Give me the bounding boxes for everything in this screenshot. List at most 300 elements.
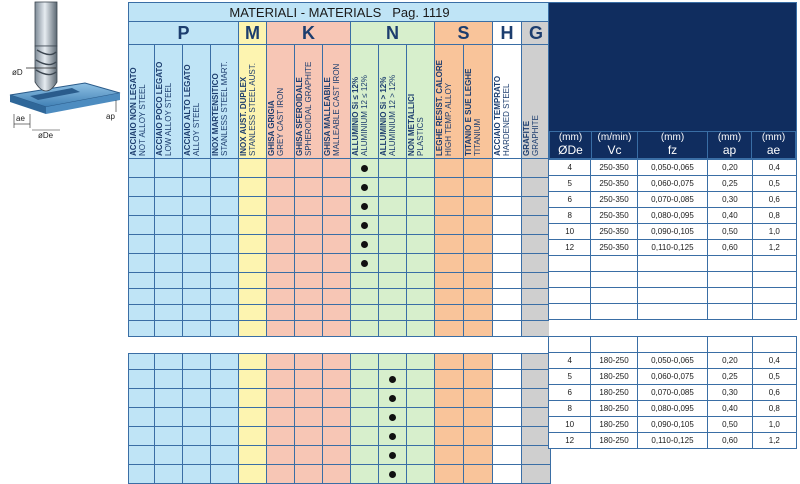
material-cell xyxy=(323,465,351,484)
material-cell xyxy=(351,408,379,427)
material-cell xyxy=(183,408,211,427)
material-cell xyxy=(351,159,379,178)
material-cell xyxy=(129,178,155,197)
material-cell xyxy=(183,289,211,305)
param-fz: 0,080-0,095 xyxy=(637,208,708,224)
param-dia: 8 xyxy=(549,401,591,417)
param-fz xyxy=(637,288,708,304)
param-dia: 12 xyxy=(549,433,591,449)
material-cell xyxy=(493,159,522,178)
material-cell xyxy=(464,178,493,197)
param-ae: 0,6 xyxy=(752,385,796,401)
material-name-it: INOX AUST. DUPLEX xyxy=(239,76,248,156)
material-name-en: PLASTICS xyxy=(416,117,425,156)
material-row xyxy=(129,216,551,235)
material-cell xyxy=(267,427,295,446)
material-row xyxy=(129,235,551,254)
material-cell xyxy=(155,389,183,408)
material-cell xyxy=(351,197,379,216)
material-cell xyxy=(239,305,267,321)
material-cell xyxy=(183,273,211,289)
material-cell xyxy=(239,354,267,370)
material-cell xyxy=(239,321,267,337)
material-cell xyxy=(493,178,522,197)
param-ae: 0,6 xyxy=(752,192,796,208)
material-cell xyxy=(435,370,464,389)
material-cell xyxy=(183,321,211,337)
param-ap: 0,40 xyxy=(708,208,752,224)
material-cell xyxy=(464,370,493,389)
material-cell xyxy=(211,321,239,337)
param-fz: 0,070-0,085 xyxy=(637,385,708,401)
material-cell xyxy=(267,216,295,235)
material-cell xyxy=(464,159,493,178)
material-name-en: NOT ALLOY STEEL xyxy=(138,84,147,156)
material-cell xyxy=(183,216,211,235)
param-ae: 0,8 xyxy=(752,208,796,224)
material-cell xyxy=(464,254,493,273)
material-cell xyxy=(522,427,551,446)
material-cell xyxy=(435,354,464,370)
material-cell xyxy=(464,465,493,484)
material-header-11 xyxy=(435,45,464,159)
material-cell xyxy=(351,465,379,484)
material-name-en: SPHEROIDAL GRAPHITE xyxy=(304,61,313,156)
param-ae: 1,2 xyxy=(752,433,796,449)
material-cell xyxy=(464,273,493,289)
material-cell xyxy=(129,273,155,289)
material-cell xyxy=(435,197,464,216)
material-cell xyxy=(407,354,435,370)
material-cell xyxy=(379,235,407,254)
group-k: K xyxy=(267,22,351,45)
section-separator xyxy=(549,320,797,337)
material-cell xyxy=(267,446,295,465)
material-cell xyxy=(407,178,435,197)
material-cell xyxy=(522,389,551,408)
material-cell xyxy=(211,446,239,465)
header-ap: (mm) ap xyxy=(708,132,752,159)
material-cell xyxy=(351,305,379,321)
header-ae: (mm) ae xyxy=(752,132,796,159)
material-cell xyxy=(379,197,407,216)
param-dia: 12 xyxy=(549,240,591,256)
material-cell xyxy=(129,159,155,178)
material-cell xyxy=(211,159,239,178)
material-cell xyxy=(267,197,295,216)
material-cell xyxy=(183,370,211,389)
material-row xyxy=(129,305,551,321)
end-mill-diagram xyxy=(0,0,128,140)
material-cell xyxy=(267,178,295,197)
material-name-en: ALUMINIUM 12 ≤ 12% xyxy=(360,75,369,156)
material-header-0 xyxy=(129,45,155,159)
material-cell xyxy=(155,216,183,235)
material-header-8 xyxy=(351,45,379,159)
applicable-dot xyxy=(361,260,368,267)
param-ae xyxy=(752,272,796,288)
material-row xyxy=(129,370,551,389)
ap-label: ap xyxy=(106,112,115,121)
material-cell xyxy=(435,254,464,273)
material-cell xyxy=(493,289,522,305)
param-ae: 0,4 xyxy=(752,353,796,369)
param-ap: 0,20 xyxy=(708,353,752,369)
material-cell xyxy=(493,465,522,484)
param-vc xyxy=(591,272,637,288)
material-cell xyxy=(407,370,435,389)
material-cell xyxy=(379,321,407,337)
parameter-row xyxy=(549,417,797,433)
material-cell xyxy=(407,305,435,321)
material-cell xyxy=(129,216,155,235)
material-cell xyxy=(183,159,211,178)
section-separator xyxy=(129,337,551,354)
material-cell xyxy=(407,427,435,446)
material-cell xyxy=(183,465,211,484)
material-row xyxy=(129,289,551,305)
material-cell xyxy=(211,370,239,389)
material-header-1 xyxy=(155,45,183,159)
material-cell xyxy=(295,289,323,305)
material-cell xyxy=(435,178,464,197)
material-cell xyxy=(493,235,522,254)
material-cell xyxy=(435,305,464,321)
param-vc: 250-350 xyxy=(591,176,637,192)
material-cell xyxy=(183,178,211,197)
material-cell xyxy=(155,178,183,197)
material-cell xyxy=(407,321,435,337)
material-cell xyxy=(323,446,351,465)
de-label: øDe xyxy=(38,131,54,140)
material-name-it: ACCIAIO TEMPRATO xyxy=(493,75,502,156)
material-cell xyxy=(211,408,239,427)
material-name-it: GHISA SFEROIDALE xyxy=(295,77,304,156)
material-cell xyxy=(323,197,351,216)
material-cell xyxy=(211,216,239,235)
material-cell xyxy=(323,389,351,408)
material-cell xyxy=(493,197,522,216)
material-cell xyxy=(155,159,183,178)
material-cell xyxy=(155,465,183,484)
parameter-row xyxy=(549,288,797,304)
material-cell xyxy=(493,354,522,370)
group-p: P xyxy=(129,22,239,45)
material-cell xyxy=(379,446,407,465)
material-name-en: ALLOY STEEL xyxy=(192,102,201,156)
material-cell xyxy=(407,289,435,305)
param-ae: 0,4 xyxy=(752,160,796,176)
material-cell xyxy=(267,235,295,254)
material-cell xyxy=(239,408,267,427)
material-cell xyxy=(211,178,239,197)
parameter-row xyxy=(549,224,797,240)
material-cell xyxy=(522,446,551,465)
material-cell xyxy=(522,289,551,305)
material-cell xyxy=(493,305,522,321)
material-header-14 xyxy=(522,45,551,159)
header-vc: (m/min) Vc xyxy=(592,132,638,159)
material-cell xyxy=(351,235,379,254)
param-dia: 6 xyxy=(549,385,591,401)
material-cell xyxy=(239,216,267,235)
material-row xyxy=(129,321,551,337)
material-cell xyxy=(435,446,464,465)
material-cell xyxy=(129,254,155,273)
parameter-row xyxy=(549,433,797,449)
material-cell xyxy=(323,178,351,197)
param-fz: 0,080-0,095 xyxy=(637,401,708,417)
param-ae: 0,8 xyxy=(752,401,796,417)
param-dia: 8 xyxy=(549,208,591,224)
material-cell xyxy=(155,321,183,337)
material-cell xyxy=(211,254,239,273)
param-ap xyxy=(708,272,752,288)
param-fz: 0,060-0,075 xyxy=(637,176,708,192)
material-cell xyxy=(351,370,379,389)
material-cell xyxy=(267,159,295,178)
material-cell xyxy=(211,305,239,321)
material-cell xyxy=(129,197,155,216)
applicable-dot xyxy=(389,433,396,440)
param-fz: 0,090-0,105 xyxy=(637,417,708,433)
group-m: M xyxy=(239,22,267,45)
material-cell xyxy=(239,370,267,389)
material-cell xyxy=(267,254,295,273)
material-cell xyxy=(493,408,522,427)
material-cell xyxy=(493,389,522,408)
param-vc: 180-250 xyxy=(591,353,637,369)
material-cell xyxy=(351,446,379,465)
material-cell xyxy=(435,273,464,289)
material-cell xyxy=(323,305,351,321)
material-header-4 xyxy=(239,45,267,159)
material-cell xyxy=(239,465,267,484)
param-ae xyxy=(752,256,796,272)
material-cell xyxy=(379,354,407,370)
param-fz: 0,110-0,125 xyxy=(637,240,708,256)
material-cell xyxy=(129,289,155,305)
param-fz xyxy=(637,337,708,353)
material-cell xyxy=(295,370,323,389)
param-ap xyxy=(708,337,752,353)
material-cell xyxy=(351,254,379,273)
material-name-it: ACCIAIO ALTO LEGATO xyxy=(183,64,192,156)
param-dia: 5 xyxy=(549,369,591,385)
param-fz: 0,050-0,065 xyxy=(637,160,708,176)
material-cell xyxy=(407,389,435,408)
param-fz: 0,070-0,085 xyxy=(637,192,708,208)
material-name-en: ALUMINIUM 12 > 12% xyxy=(388,74,397,156)
material-row xyxy=(129,197,551,216)
group-h: H xyxy=(493,22,522,45)
material-cell xyxy=(464,305,493,321)
param-fz: 0,060-0,075 xyxy=(637,369,708,385)
material-cell xyxy=(155,197,183,216)
param-ap: 0,25 xyxy=(708,176,752,192)
material-cell xyxy=(211,465,239,484)
material-name-en: HIGH TEMP. ALLOY xyxy=(444,82,453,156)
param-dia: 10 xyxy=(549,224,591,240)
material-cell xyxy=(211,197,239,216)
material-cell xyxy=(435,465,464,484)
material-cell xyxy=(464,446,493,465)
material-cell xyxy=(295,197,323,216)
param-dia: 10 xyxy=(549,417,591,433)
material-cell xyxy=(435,408,464,427)
param-ae: 1,2 xyxy=(752,240,796,256)
material-cell xyxy=(435,235,464,254)
material-cell xyxy=(155,235,183,254)
material-cell xyxy=(155,273,183,289)
material-cell xyxy=(323,408,351,427)
material-cell xyxy=(351,427,379,446)
parameter-row xyxy=(549,401,797,417)
material-name-it: ACCIAIO NON LEGATO xyxy=(129,67,138,156)
param-ap: 0,60 xyxy=(708,240,752,256)
param-ap xyxy=(708,288,752,304)
material-cell xyxy=(295,235,323,254)
param-fz: 0,090-0,105 xyxy=(637,224,708,240)
material-row xyxy=(129,408,551,427)
material-cell xyxy=(464,321,493,337)
applicable-dot xyxy=(389,452,396,459)
material-cell xyxy=(295,178,323,197)
param-vc: 180-250 xyxy=(591,401,637,417)
material-header-12 xyxy=(464,45,493,159)
ae-label: ae xyxy=(16,114,25,123)
param-dia: 4 xyxy=(549,160,591,176)
material-cell xyxy=(183,389,211,408)
material-cell xyxy=(129,321,155,337)
material-cell xyxy=(295,427,323,446)
material-cell xyxy=(379,465,407,484)
parameter-row xyxy=(549,337,797,353)
material-cell xyxy=(323,159,351,178)
parameter-row xyxy=(549,304,797,320)
material-name-en: GREY CAST IRON xyxy=(276,87,285,156)
material-cell xyxy=(155,370,183,389)
material-cell xyxy=(155,446,183,465)
material-cell xyxy=(183,427,211,446)
material-row xyxy=(129,465,551,484)
material-cell xyxy=(129,305,155,321)
material-cell xyxy=(407,216,435,235)
material-row xyxy=(129,446,551,465)
material-cell xyxy=(323,427,351,446)
param-fz xyxy=(637,272,708,288)
material-cell xyxy=(211,235,239,254)
material-cell xyxy=(407,159,435,178)
material-cell xyxy=(522,235,551,254)
material-row xyxy=(129,254,551,273)
material-cell xyxy=(239,427,267,446)
material-row xyxy=(129,354,551,370)
material-cell xyxy=(295,465,323,484)
param-dia xyxy=(549,272,591,288)
material-cell xyxy=(407,465,435,484)
param-ap: 0,50 xyxy=(708,224,752,240)
material-cell xyxy=(323,216,351,235)
material-cell xyxy=(295,321,323,337)
material-cell xyxy=(464,427,493,446)
material-cell xyxy=(351,321,379,337)
material-cell xyxy=(522,321,551,337)
material-cell xyxy=(435,289,464,305)
material-cell xyxy=(379,254,407,273)
applicable-dot xyxy=(361,241,368,248)
material-cell xyxy=(493,446,522,465)
material-cell xyxy=(407,273,435,289)
material-cell xyxy=(295,446,323,465)
material-cell xyxy=(211,273,239,289)
material-cell xyxy=(407,446,435,465)
material-cell xyxy=(129,465,155,484)
material-cell xyxy=(493,427,522,446)
material-cell xyxy=(267,408,295,427)
material-name-en: HARDENED STEEL xyxy=(502,83,511,156)
material-name-it: INOX MARTENSITICO xyxy=(211,73,220,156)
param-vc: 250-350 xyxy=(591,160,637,176)
material-cell xyxy=(351,216,379,235)
material-header-5 xyxy=(267,45,295,159)
param-ae xyxy=(752,337,796,353)
material-cell xyxy=(323,321,351,337)
param-fz: 0,110-0,125 xyxy=(637,433,708,449)
material-cell xyxy=(211,289,239,305)
param-vc: 250-350 xyxy=(591,224,637,240)
parameter-row xyxy=(549,192,797,208)
material-cell xyxy=(267,370,295,389)
material-cell xyxy=(435,321,464,337)
material-cell xyxy=(129,370,155,389)
param-ap xyxy=(708,304,752,320)
material-cell xyxy=(379,289,407,305)
params-header xyxy=(549,3,797,160)
material-cell xyxy=(129,389,155,408)
param-vc: 250-350 xyxy=(591,192,637,208)
param-ap xyxy=(708,256,752,272)
applicable-dot xyxy=(361,165,368,172)
material-cell xyxy=(155,289,183,305)
material-cell xyxy=(351,178,379,197)
material-cell xyxy=(155,254,183,273)
title-text: MATERIALI - MATERIALS xyxy=(229,4,382,20)
material-cell xyxy=(183,235,211,254)
table-title xyxy=(129,3,551,22)
material-cell xyxy=(435,159,464,178)
param-vc: 250-350 xyxy=(591,208,637,224)
material-cell xyxy=(522,197,551,216)
material-cell xyxy=(211,354,239,370)
applicable-dot xyxy=(389,395,396,402)
header-diameter: (mm) ØDe xyxy=(550,132,592,159)
material-cell xyxy=(379,216,407,235)
material-cell xyxy=(522,254,551,273)
param-ap: 0,40 xyxy=(708,401,752,417)
parameter-row xyxy=(549,272,797,288)
material-cell xyxy=(129,427,155,446)
param-ap: 0,50 xyxy=(708,417,752,433)
material-cell xyxy=(379,389,407,408)
param-dia: 4 xyxy=(549,353,591,369)
param-ae: 0,5 xyxy=(752,369,796,385)
material-cell xyxy=(435,427,464,446)
applicable-dot xyxy=(389,414,396,421)
material-name-en: GRAPHITE xyxy=(531,115,540,156)
param-vc xyxy=(591,256,637,272)
material-cell xyxy=(379,273,407,289)
